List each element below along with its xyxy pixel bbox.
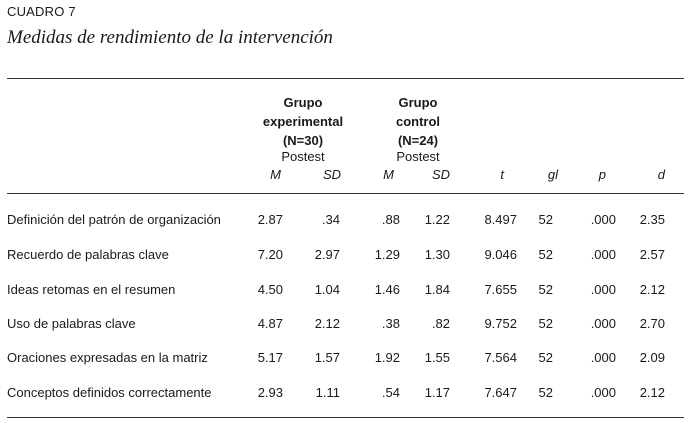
group-experimental-line3: (N=30)	[282, 133, 324, 148]
group-control-line1: Grupo	[398, 95, 438, 110]
cell-d: 2.09	[639, 350, 665, 365]
col-header-t: t	[500, 167, 504, 182]
cell-d: 2.12	[639, 282, 665, 297]
cell-d: 2.57	[639, 247, 665, 262]
cell-sd-ctrl: 1.55	[424, 350, 450, 365]
cell-d: 2.35	[639, 212, 665, 227]
cell-p: .000	[590, 385, 616, 400]
group-experimental-line4: Postest	[281, 149, 325, 164]
cell-sd-exp: 1.57	[314, 350, 340, 365]
cell-m-exp: 2.93	[257, 385, 283, 400]
cell-p: .000	[590, 350, 616, 365]
cell-gl: 52	[538, 316, 553, 331]
cell-gl: 52	[538, 247, 553, 262]
cell-m-exp: 2.87	[257, 212, 283, 227]
col-header-m-exp: M	[270, 167, 281, 182]
group-control-line3: (N=24)	[397, 133, 439, 148]
group-experimental-header	[248, 93, 358, 163]
cell-gl: 52	[538, 212, 553, 227]
cell-sd-ctrl: 1.17	[424, 385, 450, 400]
cell-t: 8.497	[484, 212, 517, 227]
group-control-line4: Postest	[396, 149, 440, 164]
row-label: Recuerdo de palabras clave	[7, 247, 169, 262]
col-header-sd-ctrl: SD	[431, 167, 450, 182]
row-label: Definición del patrón de organización	[7, 212, 221, 227]
cell-m-exp: 5.17	[257, 350, 283, 365]
col-header-gl: gl	[547, 167, 558, 182]
row-label: Uso de palabras clave	[7, 316, 136, 331]
cell-sd-exp: 2.97	[314, 247, 340, 262]
cell-sd-ctrl: .82	[431, 316, 450, 331]
cell-m-ctrl: 1.29	[374, 247, 400, 262]
cell-gl: 52	[538, 282, 553, 297]
col-header-sd-exp: SD	[322, 167, 341, 182]
cell-gl: 52	[538, 350, 553, 365]
cell-t: 7.647	[484, 385, 517, 400]
cell-d: 2.70	[639, 316, 665, 331]
cell-d: 2.12	[639, 385, 665, 400]
col-header-m-ctrl: M	[383, 167, 394, 182]
cell-gl: 52	[538, 385, 553, 400]
row-label: Ideas retomas en el resumen	[7, 282, 176, 297]
col-header-d: d	[657, 167, 665, 182]
cell-p: .000	[590, 212, 616, 227]
group-control-line2: control	[395, 114, 441, 129]
cell-sd-exp: 1.11	[315, 385, 340, 400]
cell-sd-exp: 2.12	[314, 316, 340, 331]
cell-p: .000	[590, 316, 616, 331]
cell-p: .000	[590, 247, 616, 262]
table-title: Medidas de rendimiento de la intervención	[7, 27, 333, 48]
cell-sd-exp: 1.04	[314, 282, 340, 297]
cell-t: 9.046	[484, 247, 517, 262]
header-rule	[7, 193, 684, 194]
group-experimental-line1: Grupo	[283, 95, 323, 110]
cell-t: 9.752	[484, 316, 517, 331]
cell-m-ctrl: .54	[381, 385, 400, 400]
cell-sd-ctrl: 1.22	[424, 212, 450, 227]
cell-sd-ctrl: 1.84	[424, 282, 450, 297]
row-label: Oraciones expresadas en la matriz	[7, 350, 208, 365]
cell-m-exp: 4.50	[257, 282, 283, 297]
cell-sd-ctrl: 1.30	[424, 247, 450, 262]
cell-m-ctrl: .38	[381, 316, 400, 331]
row-label: Conceptos definidos correctamente	[7, 385, 212, 400]
cell-m-ctrl: 1.92	[374, 350, 400, 365]
top-rule	[7, 78, 684, 79]
table-label: CUADRO 7	[7, 4, 76, 19]
cell-m-exp: 7.20	[257, 247, 283, 262]
cell-p: .000	[590, 282, 616, 297]
cell-m-ctrl: 1.46	[374, 282, 400, 297]
group-control-header	[363, 93, 473, 163]
cell-t: 7.655	[484, 282, 517, 297]
cell-m-exp: 4.87	[257, 316, 283, 331]
group-experimental-line2: experimental	[262, 114, 344, 129]
bottom-rule	[7, 417, 684, 418]
cell-m-ctrl: .88	[381, 212, 400, 227]
cell-sd-exp: .34	[321, 212, 340, 227]
cell-t: 7.564	[484, 350, 517, 365]
col-header-p: p	[598, 167, 606, 182]
